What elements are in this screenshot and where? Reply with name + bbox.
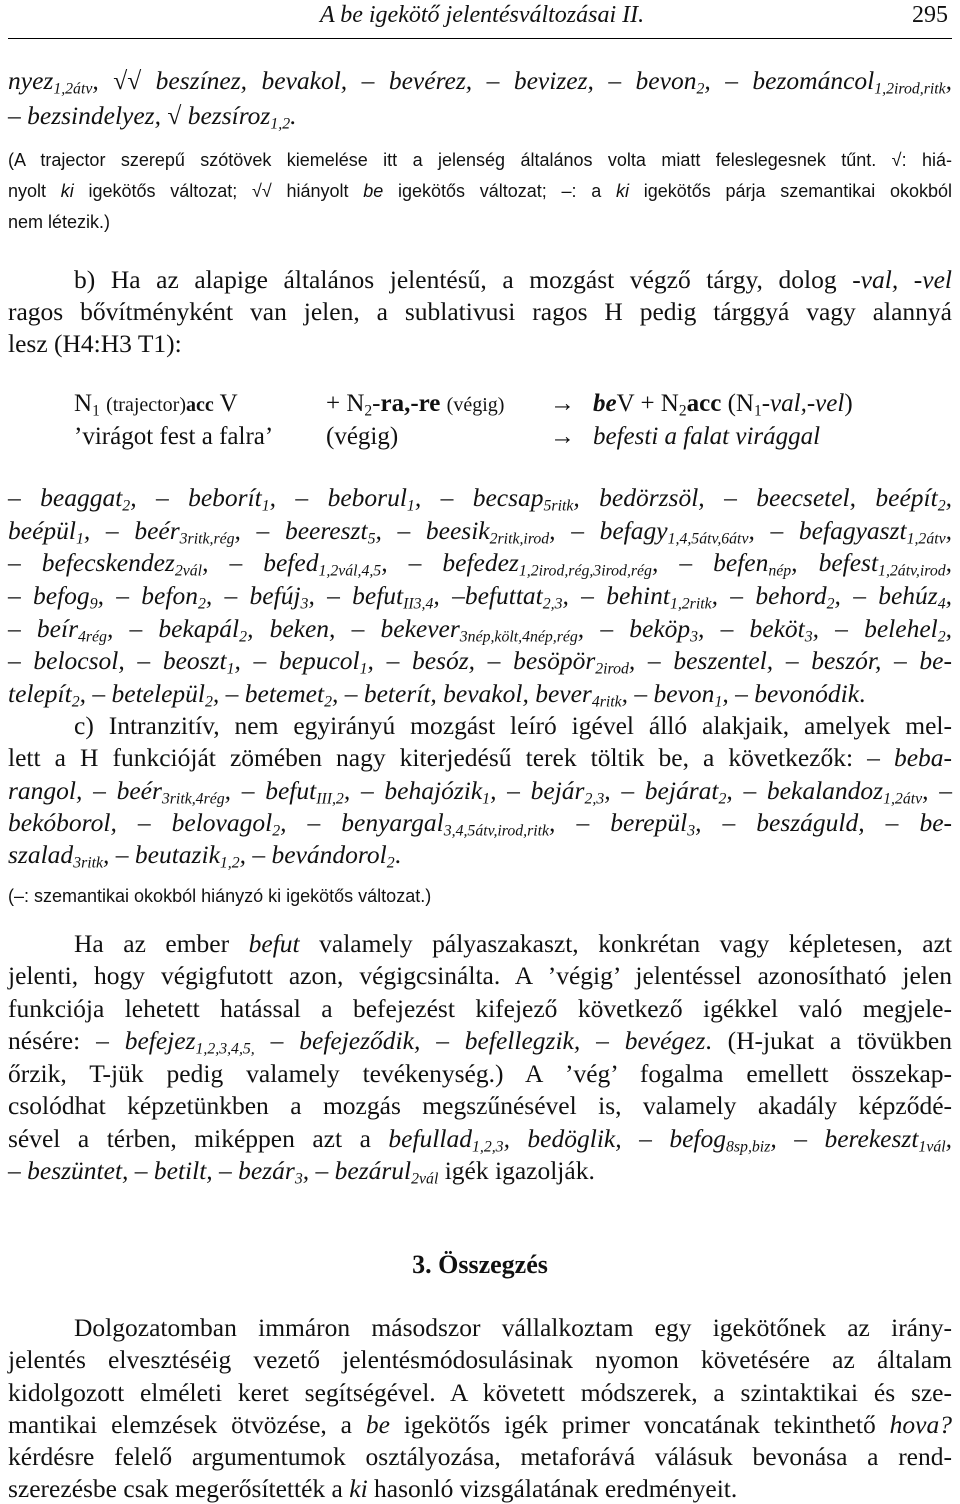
paragraph-befut-line: nésére: – befejez$_{1,2,3,4,5,}$ – befejeződik, – befellegzik, – bevégez. (H-jukat a tövükben [8,1026,952,1058]
paragraph-c-line: rangol, – beér$_{3ritk,4rég}$, – befut$_{III,2}$, – behajózik$_1$, – bejár$_{2,3}$, – bejárat$_2$, – bekalandoz$_{1,2átv}$, – [8,776,952,808]
verb-list-line: – bezsindelyez, √ bezsíroz$_{1,2}$. [8,101,297,133]
summary-line: Dolgozatomban immáron másodszor vállalkoztam egy igekötőnek az irány- [74,1313,952,1342]
note-line: (A trajector szerepű szótövek kiemelése itt a jelenség általános volta miatt feleslegesnek tűnt. √: hiá- [8,150,952,170]
verb-list-line: – beaggat$_2$, – beborít$_1$, – beborul$_1$, – becsap$_{5ritk}$, bedörzsöl, – beecsetel, beépít$_2$, [8,483,952,515]
schema-goal-frame: + $N_2-ra,-re$ (végig) [326,390,505,420]
paragraph-b-line: ragos bővítményként van jelen, a sublativusi ragos H pedig tárggyá vagy alannyá [8,297,952,326]
page-number: 295 [912,2,948,28]
verb-list-line: – befecskendez$_{2vál}$, – befed$_{1,2vál,4,5}$, – befedez$_{1,2irod,rég,3irod,rég}$, – befen$_{nép}$, befest$_{1,2átv,irod}$, [8,548,952,580]
verb-list-line: – beír$_{4rég}$, – bekapál$_2$, beken, – bekever$_{3nép,költ,4nép,rég}$, – beköp$_3$, – beköt$_3$, – belehel$_2$, [8,614,953,646]
paragraph-b-line: lesz (H4:H3 T1): [8,329,182,358]
summary-line: szerezésbe csak megerősítették a ki hasonló vizsgálatának eredményeit. [8,1474,738,1503]
schema-example-result: befesti a falat virággal [593,423,821,450]
section-heading: 3. Összegzés [412,1250,548,1279]
running-title: A be igekötő jelentésváltozásai II. [320,2,645,28]
summary-line: kérdésre felelő argumentumok osztályozása, metaforává válásuk bevonása a rend- [8,1442,952,1471]
schema-example-source: ’virágot fest a falra’ [74,423,274,450]
page-header [8,2,952,39]
schema-result-frame: beV + $N_2acc$ $(N_1-val,-vel)$ [593,390,853,420]
verb-list-line: – belocsol, – beoszt$_1$, – bepucol$_1$, – besóz, – besöpör$_{2irod}$, – beszentel, – beszór, – be- [8,646,952,678]
paragraph-befut-line: jelenti, hogy végigfutott azon, végigcsinálta. A ’végig’ jelentéssel azonosítható jelen [8,961,952,990]
verb-list-line: nyez$_{1,2átv}$, √√ beszínez, bevakol, – bevérez, – bevizez, – bevon$_2$, – bezománcol$_{1,2irod,ritk}$, [8,66,953,98]
note-line: nyolt ki igekötős változat; √√ hiányolt be igekötős változat; –: a ki igekötős párja szemantikai okokból [8,181,952,201]
paragraph-c-line: c) Intranzitív, nem egyirányú mozgást leíró igével álló alakjaik, amelyek mel- [74,711,952,740]
paragraph-befut-line: sével a térben, miképpen azt a befullad$_{1,2,3}$, bedöglik, – befog$_{8sp,biz}$, – berekeszt$_{1vál}$, [8,1124,952,1156]
verb-list-line: telepít$_2$, – betelepül$_2$, – betemet$_2$, – beterít, bevakol, bever$_{4ritk}$, – bevon$_1$, – bevonódik. [8,679,866,711]
summary-line: mantikai elemzések ötvözése, a be igekötős igék primer voncatának tekinthető hova? [8,1410,952,1439]
note-line: (–: szemantikai okokból hiányzó ki igekötős változat.) [8,886,432,906]
paragraph-c-line: szalad$_{3ritk}$, – beutazik$_{1,2}$, – bevándorol$_2$. [8,840,401,872]
summary-line: kidolgozott elméleti keret segítségével. A követett módszerek, a szintaktikai és sze- [8,1378,952,1407]
paragraph-c-line: lett a H funkcióját zömében nagy kiterjedésű terek töltik be, a következők: – beba- [8,743,952,772]
verb-list-line: – befog$_9$, – befon$_2$, – befúj$_3$, – befut$_{II3,4}$, –befuttat$_{2,3}$, – behint$_{1,2ritk}$, – behord$_2$, – behúz$_4$, [8,581,952,613]
paragraph-befut-line: őrzik, T-jük pedig valamely tevékenység.) A ’vég’ fogalma emellett összekap- [8,1059,952,1088]
arrow-icon: → [550,390,575,417]
summary-line: jelentés elvesztéséig vezető jelentésmódosulásinak nyomon követésére az általam [8,1345,952,1374]
paragraph-befut-line: funkciója lehetett hatással a befejezést kifejező következő igékkel való megjele- [8,994,952,1023]
paragraph-c-line: bekóborol, – belovagol$_2$, – benyargal$_{3,4,5átv,irod,ritk}$, – berepül$_3$, – beszáguld, – be- [8,808,953,840]
schema-example-goal: (végig) [326,423,399,450]
paragraph-befut-line: csolódhat képzetünkben a mozgás megszűnésével is, valamely akadály képződé- [8,1091,952,1120]
arrow-icon: → [550,423,575,450]
note-line: nem létezik.) [8,212,111,232]
paragraph-b-line: b) Ha az alapige általános jelentésű, a mozgást végző tárgy, dolog -val, -vel [74,265,953,294]
verb-list-line: beépül$_1$, – beér$_{3ritk,rég}$, – beereszt$_5$, – beesik$_{2ritk,irod}$, – befagy$_{1,4,5átv,6átv}$, – befagyaszt$_{1,2átv}$, [8,516,952,548]
paragraph-befut-line: – beszüntet, – betilt, – bezár$_3$, – bezárul$_{2vál}$ igék igazolják. [8,1156,595,1188]
paragraph-befut-line: Ha az ember befut valamely pályaszakaszt, konkrétan vagy képletesen, azt [74,929,952,958]
schema-source-frame: $N_1$ (trajector)acc V [74,390,238,420]
